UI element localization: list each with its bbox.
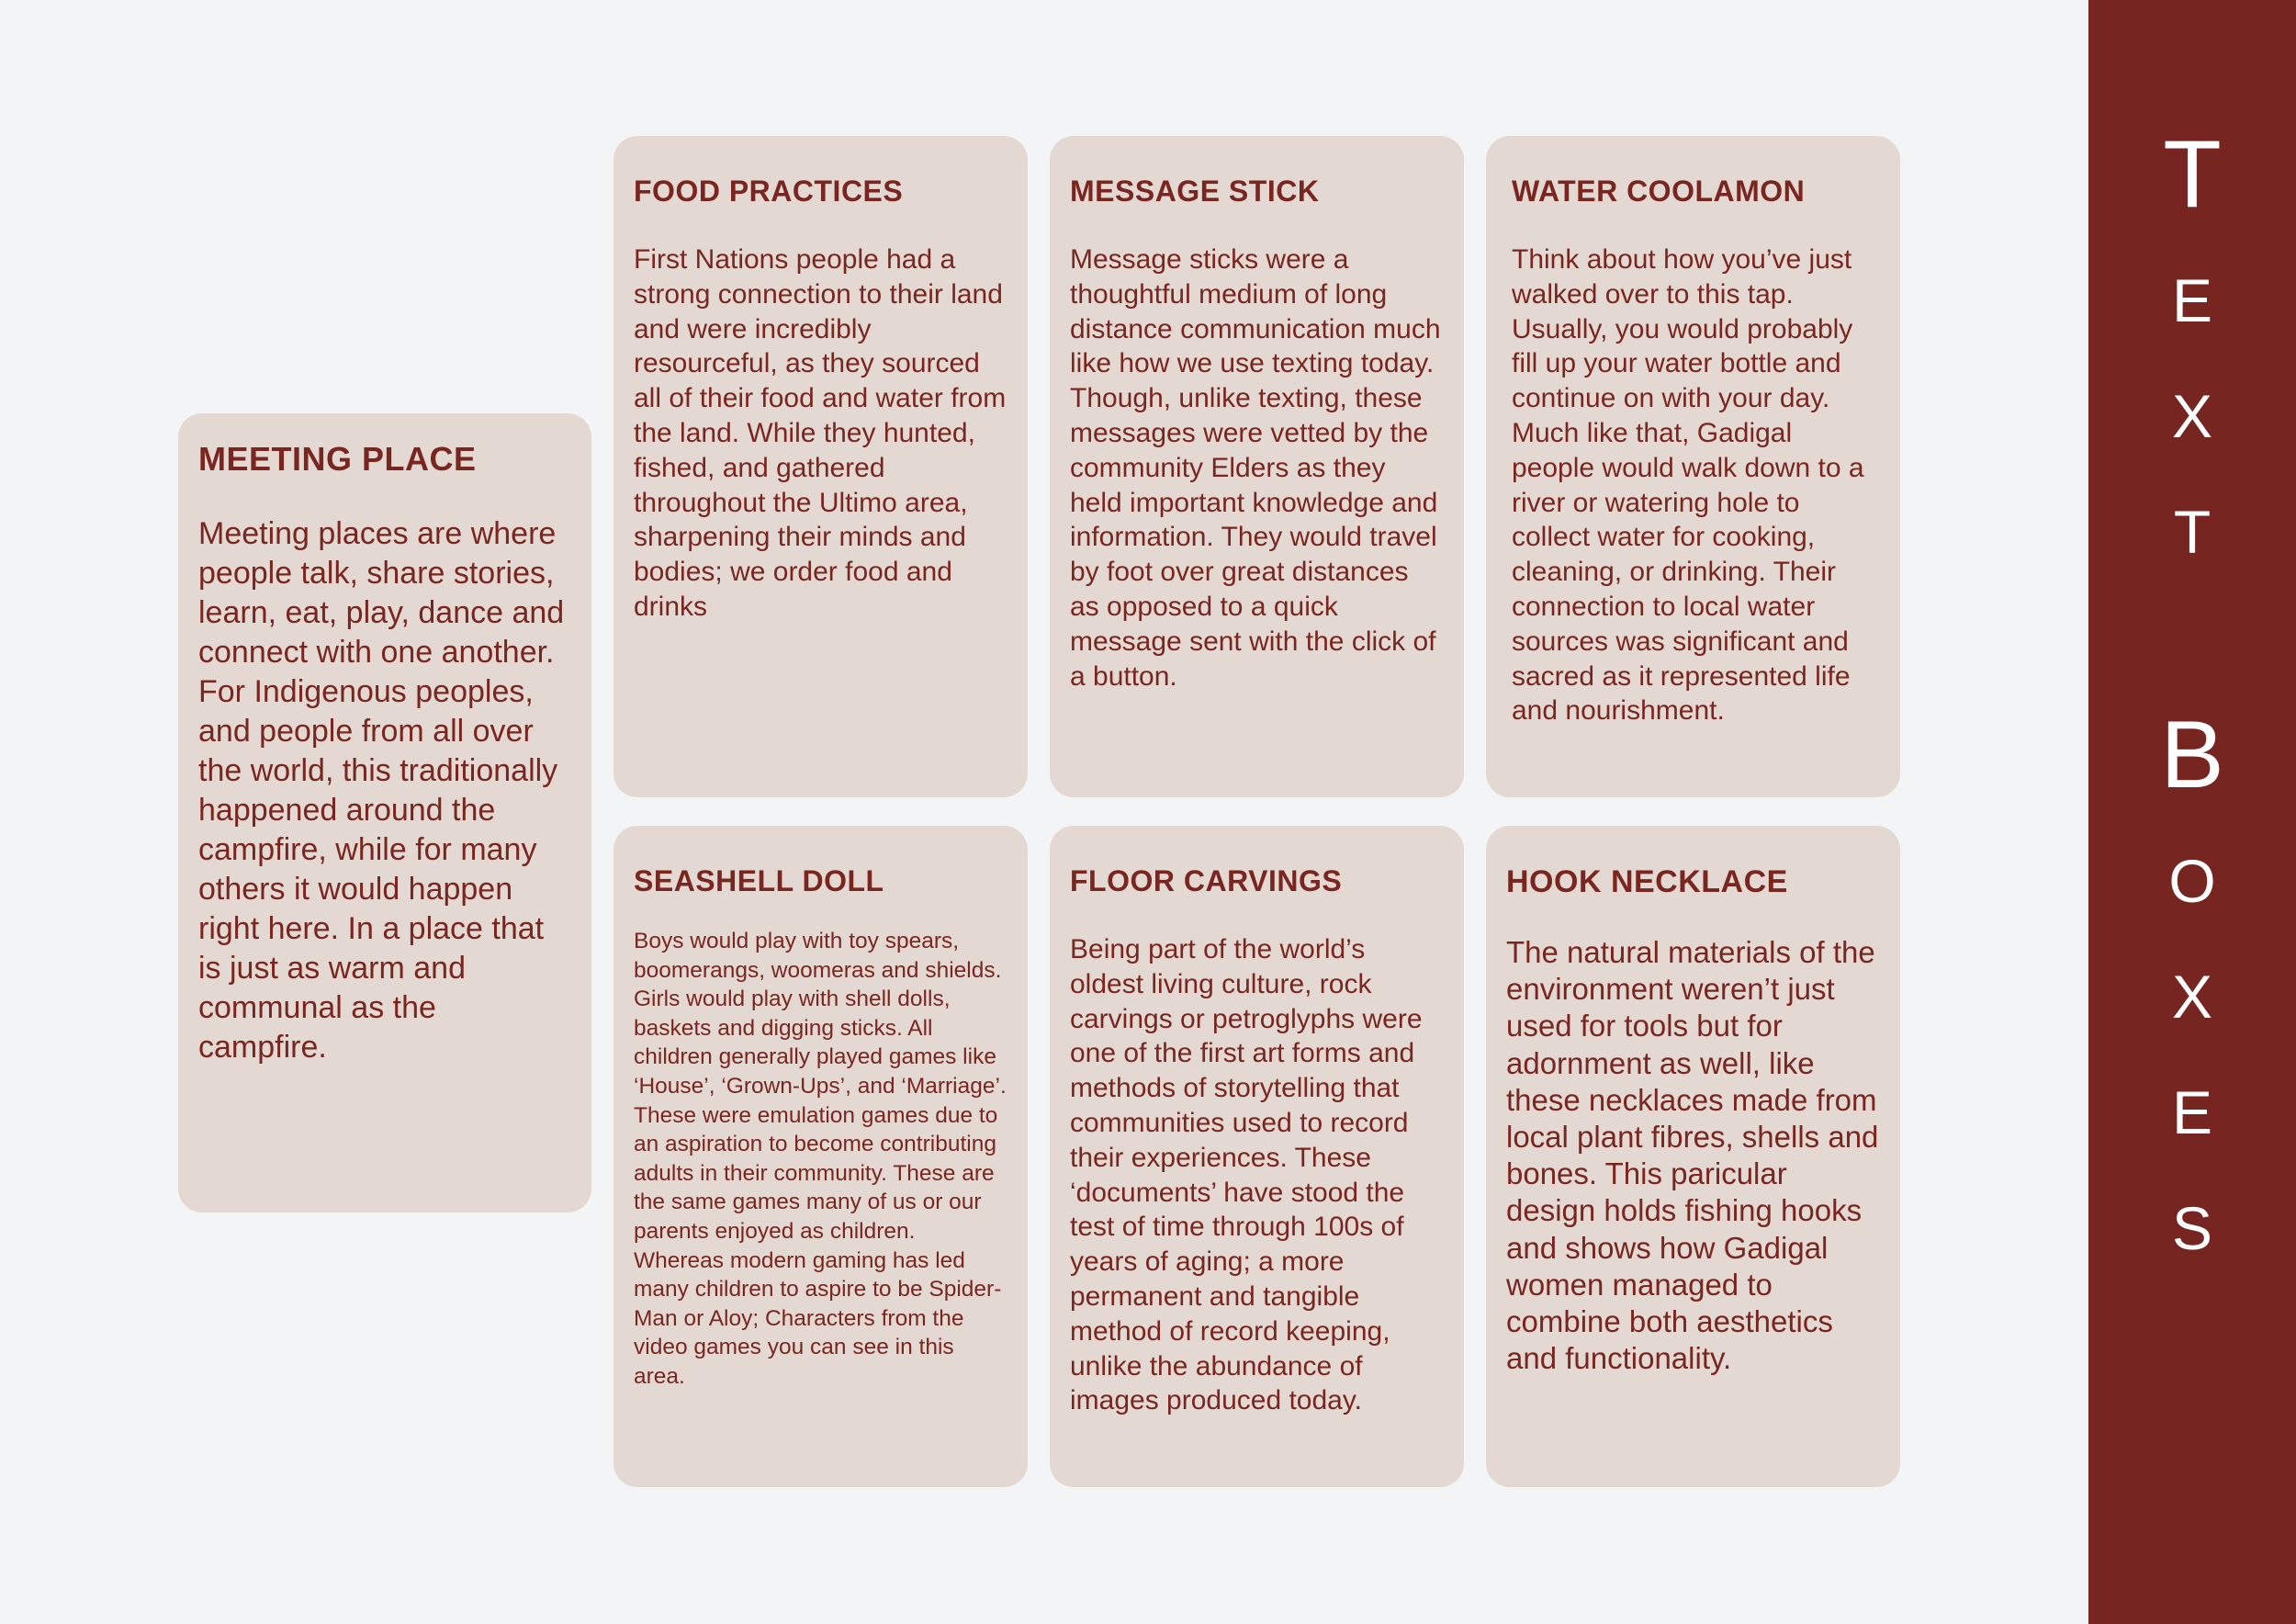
card-body: Think about how you’ve just walked over to this tap. Usually, you would probably fill up your water bottle and continue on with your day. Much like that, Gadigal people would walk down to a river or watering hole to collect water for cooking, cleaning, or drinking. Their connection to local water sources was significant and sacred as it represented life and nourishment. [1512,244,1864,727]
sidebar-letter: T [2163,121,2222,228]
card-body: Message sticks were a thoughtful medium of long distance communication much like how we use texting today. Though, unlike texting, these messages were vetted by the community Elders as they held important knowledge and information. They would travel by foot over great distances as opposed to a quick message sent with the click of a button. [1070,244,1441,692]
card-title: MESSAGE STICK [1070,175,1320,208]
sidebar-letter: B [2160,702,2224,808]
card-water-coolamon [1486,136,1900,797]
sidebar-letter: E [2171,1078,2213,1146]
card-title: MEETING PLACE [198,440,477,478]
sidebar-letter: O [2168,847,2216,915]
card-title: FOOD PRACTICES [634,175,904,208]
card-body: Being part of the world’s oldest living culture, rock carvings or petroglyphs were one of the first art forms and methods of storytelling that communities used to record their experiences. These ‘documents’ have stood the test of time through 100s of years of aging; a more permanent and tangible method of record keeping, unlike the abundance of images produced today. [1070,934,1423,1416]
card-message-stick [1050,136,1464,797]
sidebar-letter: X [2171,382,2213,450]
card-body: Boys would play with toy spears, boomerangs, woomeras and shields. Girls would play with shell dolls, baskets and digging sticks. All children generally played games like ‘House’, ‘Grown-Ups’, and ‘Marriage’. These were emulation games due to an aspiration to become contributing adults in their community. These are the same games many of us or our parents enjoyed as children. Whereas modern gaming has led many children to aspire to be Spider-Man or Aloy; Characters from the video games you can see in this area. [634,929,1007,1389]
sidebar-letter: T [2173,498,2212,566]
card-title: HOOK NECKLACE [1506,864,1788,899]
card-body: First Nations people had a strong connection to their land and were incredibly resourceful, as they sourced all of their food and water from the land. While they hunted, fished, and gathered throughout the Ultimo area, sharpening their minds and bodies; we order food and drinks [634,244,1007,622]
card-floor-carvings [1050,826,1464,1487]
card-meeting-place [178,413,591,1212]
card-food-practices [613,136,1028,797]
sidebar-letter: X [2171,963,2213,1031]
card-title: FLOOR CARVINGS [1070,864,1343,897]
card-body: Meeting places are where people talk, share stories, learn, eat, play, dance and connect with one another. For Indigenous peoples, and people from all over the world, this traditionally happened around the campfire, while for many others it would happen right here. In a place that is just as warm and communal as the campfire. [198,516,565,1065]
card-seashell-doll [613,826,1028,1487]
card-body: The natural materials of the environment weren’t just used for tools but for adornment as well, like these necklaces made from local plant fibres, shells and bones. This paricular design holds fishing hooks and shows how Gadigal women managed to combine both aesthetics and functionality. [1506,935,1879,1376]
sidebar-title-banner [2088,0,2296,1624]
card-hook-necklace [1486,826,1900,1487]
card-title: SEASHELL DOLL [634,864,884,897]
card-title: WATER COOLAMON [1512,175,1806,208]
sidebar-letter: E [2171,266,2213,334]
sidebar-letter: S [2171,1194,2213,1262]
